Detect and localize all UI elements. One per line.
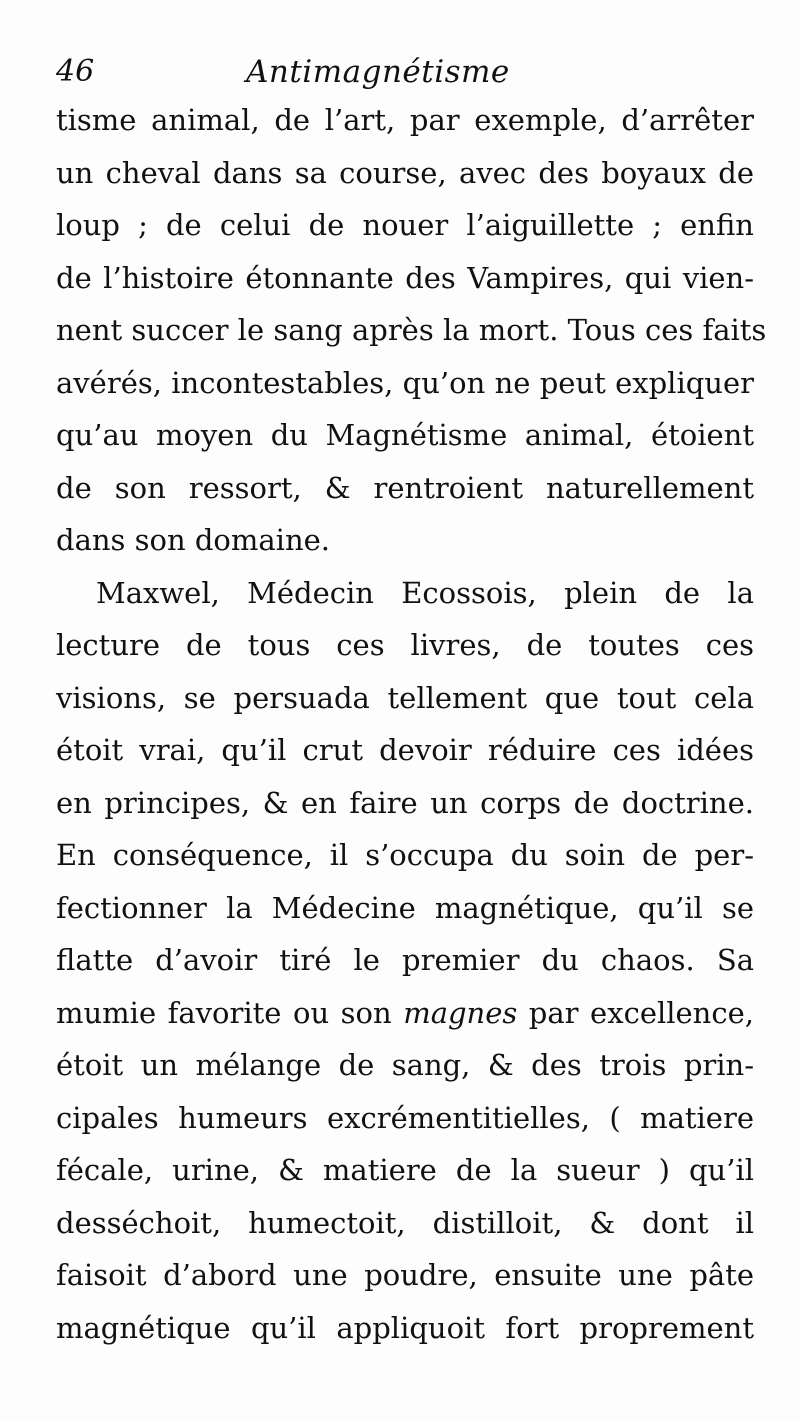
text-line: En conséquence, il s’occupa du soin de per- xyxy=(56,838,754,872)
text-line: de l’histoire étonnante des Vampires, qui vien- xyxy=(56,260,754,295)
text-line: cipales humeurs excrémentitielles, ( matiere xyxy=(56,1100,754,1135)
text-line: faisoit d’abord une poudre, ensuite une pâte xyxy=(56,1258,754,1292)
text-line: en principes, & en faire un corps de doctrine. xyxy=(56,785,754,820)
text-line: nent succer le sang après la mort. Tous ces faits xyxy=(56,313,767,347)
text-line: qu’au moyen du Magnétisme animal, étoient xyxy=(56,418,754,452)
text-line: étoit vrai, qu’il crut devoir réduire ces idées xyxy=(56,733,754,767)
text-line: desséchoit, humectoit, distilloit, & dont il xyxy=(56,1205,754,1240)
text-line: un cheval dans sa course, avec des boyaux de xyxy=(56,155,754,190)
text-line: de son ressort, & rentroient naturellement xyxy=(56,470,754,505)
text-line: fécale, urine, & matiere de la sueur ) qu’il xyxy=(56,1153,754,1187)
text-line: avérés, incontestables, qu’on ne peut expliquer xyxy=(56,365,754,400)
text-line: étoit un mélange de sang, & des trois prin- xyxy=(56,1048,754,1082)
text-line: dans son domaine. xyxy=(56,523,331,557)
body-text xyxy=(56,94,767,1354)
text-line: loup ; de celui de nouer l’aiguillette ; enfin xyxy=(56,208,754,242)
text-line: fectionner la Médecine magnétique, qu’il se xyxy=(56,890,754,925)
text-line: tisme animal, de l’art, par exemple, d’arrêter xyxy=(56,103,754,137)
text-line: Maxwel, Médecin Ecossois, plein de la xyxy=(96,575,754,610)
text-line-with-italic xyxy=(56,987,754,1040)
text-line: flatte d’avoir tiré le premier du chaos. Sa xyxy=(56,943,754,977)
italic-term: magnes xyxy=(403,995,518,1030)
running-title: Antimagnétisme xyxy=(246,54,510,90)
page-header xyxy=(56,42,746,102)
text-line: visions, se persuada tellement que tout cela xyxy=(56,680,754,715)
text-line: magnétique qu’il appliquoit fort proprement xyxy=(56,1310,754,1345)
text-line: lecture de tous ces livres, de toutes ces xyxy=(56,628,754,662)
text-segment: par excellence, xyxy=(517,995,754,1030)
page-number: 46 xyxy=(56,54,95,89)
text-segment: mumie favorite ou son xyxy=(56,995,404,1030)
